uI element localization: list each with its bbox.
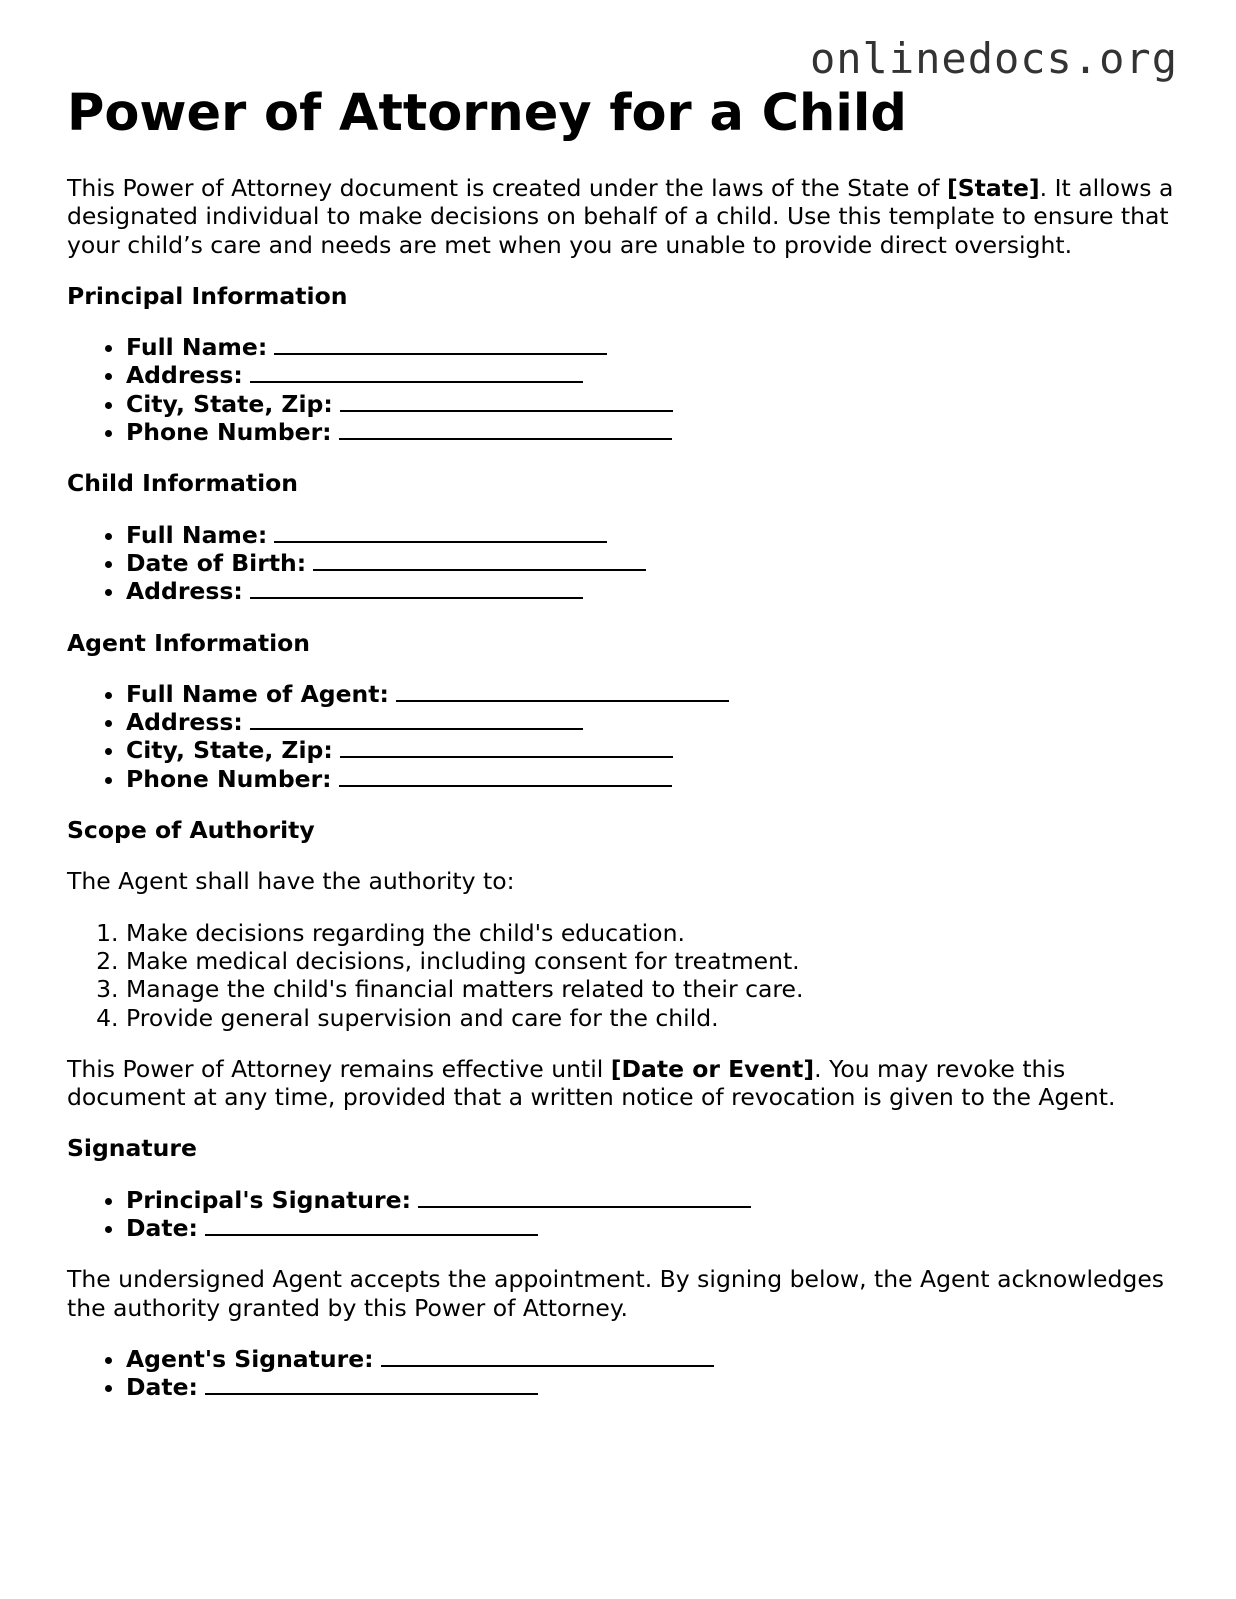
principal-address-field: • Address: (126, 361, 1177, 389)
agent-heading: Agent Information (67, 628, 311, 657)
agent-date-field: • Date: (126, 1373, 1177, 1401)
principal-phone-blank[interactable] (339, 418, 672, 440)
intro-paragraph: This Power of Attorney document is created under the laws of the State of [State]. It allows a designated individual to make decisions on behalf of a child. Use this template to ensure that your child’s care and needs are met when you are unable to provide direct oversight. (67, 174, 1174, 259)
scope-lead: The Agent shall have the authority to: (67, 867, 515, 896)
child-fields (67, 521, 1177, 606)
document-page (67, 84, 1177, 1425)
agent-phone-field: • Phone Number: (126, 765, 1177, 793)
child-full-name-field: • Full Name: (126, 521, 1177, 549)
watermark: onlinedocs.org (809, 34, 1178, 83)
scope-item: 4. Provide general supervision and care for the child. (126, 1004, 1177, 1032)
principal-phone-field: • Phone Number: (126, 418, 1177, 446)
scope-item: 2. Make medical decisions, including consent for treatment. (126, 947, 1177, 975)
agent-address-blank[interactable] (250, 708, 583, 730)
agent-signature-blank[interactable] (381, 1345, 714, 1367)
principal-signature-field: • Principal's Signature: (126, 1186, 1177, 1214)
child-dob-field: • Date of Birth: (126, 549, 1177, 577)
principal-signature-blank[interactable] (418, 1186, 751, 1208)
scope-item: 3. Manage the child's financial matters related to their care. (126, 975, 1177, 1003)
date-event-placeholder: [Date or Event] (610, 1054, 815, 1083)
page-title: Power of Attorney for a Child (67, 84, 907, 143)
scope-item: 1. Make decisions regarding the child's education. (126, 919, 1177, 947)
agent-address-field: • Address: (126, 708, 1177, 736)
principal-heading: Principal Information (67, 281, 348, 310)
child-heading: Child Information (67, 469, 299, 498)
principal-city-state-zip-field: • City, State, Zip: (126, 390, 1177, 418)
agent-signature-field: • Agent's Signature: (126, 1345, 1177, 1373)
scope-list (67, 919, 1177, 1032)
agent-full-name-field: • Full Name of Agent: (126, 680, 1177, 708)
agent-date-blank[interactable] (205, 1373, 538, 1395)
agent-full-name-blank[interactable] (396, 680, 729, 702)
agent-fields (67, 680, 1177, 793)
agent-city-state-zip-blank[interactable] (340, 736, 673, 758)
agent-phone-blank[interactable] (339, 765, 672, 787)
principal-date-field: • Date: (126, 1214, 1177, 1242)
child-address-blank[interactable] (250, 577, 583, 599)
principal-signature-fields (67, 1186, 1177, 1243)
principal-full-name-field: • Full Name: (126, 333, 1177, 361)
acceptance-paragraph: The undersigned Agent accepts the appointment. By signing below, the Agent acknowledges the authority granted by this Power of Attorney. (67, 1265, 1165, 1322)
child-address-field: • Address: (126, 577, 1177, 605)
child-full-name-blank[interactable] (274, 521, 607, 543)
state-placeholder: [State] (947, 174, 1040, 202)
agent-city-state-zip-field: • City, State, Zip: (126, 736, 1177, 764)
principal-date-blank[interactable] (205, 1214, 538, 1236)
effective-paragraph: This Power of Attorney remains effective until [Date or Event]. You may revoke this document at any time, provided that a written notice of revocation is given to the Agent. (67, 1054, 1116, 1112)
principal-city-state-zip-blank[interactable] (340, 390, 673, 412)
child-dob-blank[interactable] (313, 549, 646, 571)
scope-heading: Scope of Authority (67, 816, 315, 845)
agent-signature-fields (67, 1345, 1177, 1402)
principal-fields (67, 333, 1177, 446)
principal-address-blank[interactable] (250, 361, 583, 383)
signature-heading: Signature (67, 1134, 197, 1163)
principal-full-name-blank[interactable] (274, 333, 607, 355)
